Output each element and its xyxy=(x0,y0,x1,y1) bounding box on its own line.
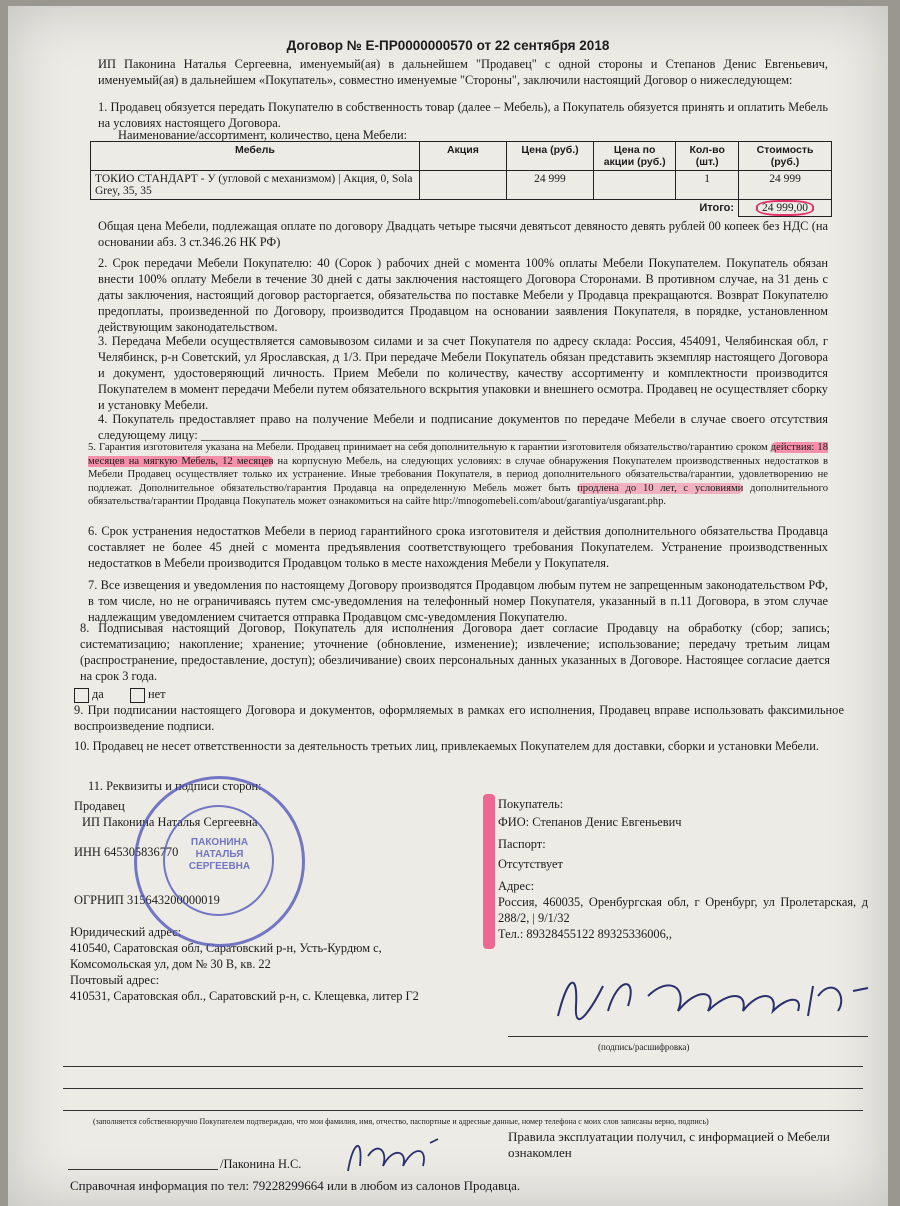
seller-ogrnip: ОГРНИП 315643200000019 xyxy=(74,893,220,907)
fill-line-1 xyxy=(63,1066,863,1067)
buyer-passport-label: Паспорт: xyxy=(498,837,546,851)
col-header-promo: Акция xyxy=(419,142,506,171)
seller-legal-address: 410540, Саратовская обл, Саратовский р-н, Усть-Курдюм с, Комсомольская ул, дом № 30 В, кв. 22 xyxy=(70,941,382,971)
seller-stamp xyxy=(134,776,305,947)
furniture-table xyxy=(90,141,832,217)
intro-paragraph: ИП Паконина Наталья Сергеевна, именуемый(ая) в дальнейшем "Продавец" с одной стороны и Степанов Денис Евгеньевич, именуемый(ая) в дальнейшем «Покупатель», совместно именуемые "Стороны", заключили настоящий Договор о нижеследующем: xyxy=(98,57,828,87)
col-header-cost: Стоимость (руб.) xyxy=(739,142,832,171)
total-label: Итого: xyxy=(699,202,735,214)
cell-price: 24 999 xyxy=(506,171,593,200)
clause-4: 4. Покупатель предоставляет право на получение Мебели и подписание документов по передаче Мебели в случае своего отсутствия следующему лицу: ___________________________________________________________ xyxy=(98,412,828,442)
clause-2: 2. Срок передачи Мебели Покупателю: 40 (Сорок ) рабочих дней с момента 100% оплаты Мебели Покупателем. Покупатель обязан внести 100% оплату Мебели в течение 30 дней с даты заключения настоящего Договора Сторонами. В противном случае, на 31 день с даты заключения, настоящий договор расторгается, обязательства по поставке Мебели у Продавца прекращаются. Возврат Покупателю предоплаты, произведенной по Договору, производится Продавцом на основании заявления Покупателя, в порядке, установленном действующим законодательством. xyxy=(98,256,828,334)
clause-8: 8. Подписывая настоящий Договор, Покупатель для исполнения Договора дает согласие Продавцу на обработку (сбор; запись; систематизацию; накопление; хранение; уточнение (обновление, изменение); извлечение; использование; передачу третьим лицам (распространение, предоставление, доступ); обезличивание) своих персональных данных указанных в Договоре. Настоящее согласие дается на срок 3 года. xyxy=(80,621,830,683)
clause-5-highlight: действия: 18 месяцев на мягкую Мебель, 12 месяцев xyxy=(88,442,828,467)
stamp-text: ПАКОНИНА НАТАЛЬЯ СЕРГЕЕВНА xyxy=(188,837,251,872)
seller-signature xyxy=(338,1131,448,1176)
buyer-signature xyxy=(548,966,878,1026)
seller-sign-name: /Паконина Н.С. xyxy=(220,1157,302,1171)
contract-title: Договор № Е-ПР0000000570 от 22 сентября 2018 xyxy=(286,38,610,53)
total-text: Общая цена Мебели, подлежащая оплате по договору Двадцать четыре тысячи девятьсот девяносто девять рублей 00 копеек без НДС (на основании абз. 3 ст.346.26 НК РФ) xyxy=(98,219,828,249)
buyer-address: Россия, 460035, Оренбургская обл, г Оренбург, ул Пролетарская, д 288/2, | 9/1/32 xyxy=(498,895,868,925)
seller-name: ИП Паконина Наталья Сергеевна xyxy=(82,815,258,829)
signature-line xyxy=(508,1036,868,1037)
table-header-row xyxy=(91,142,832,171)
cell-furniture: ТОКИО СТАНДАРТ - У (угловой с механизмом) | Акция, 0, Sola Grey, 35, 35 xyxy=(91,171,420,200)
clause-5-part-b: на корпусную Мебель, на следующих условиях: в случае обнаружения Покупателем производственных недостатков в Мебели Продавец осуществляет только их устранение. Иные требования Покупателя, в период дополнительного обязательства/гарантии, удовлетворению не подлежат. Дополнительное обязательство/гарантия Продавца на определенную Мебель может быть xyxy=(88,455,828,494)
table-caption: Наименование/ассортимент, количество, цена Мебели: xyxy=(118,128,408,142)
table-total-row xyxy=(91,200,832,217)
total-value: 24 999,00 xyxy=(756,200,814,216)
clause-9: 9. При подписании настоящего Договора и документов, оформляемых в рамках его исполнения, Продавец вправе использовать факсимильное воспроизведение подписи. xyxy=(74,703,844,733)
buyer-signature-drawing xyxy=(548,966,878,1026)
highlight-marker xyxy=(483,794,495,949)
consent-no-checkbox[interactable] xyxy=(130,688,145,703)
clause-5-part-a: 5. Гарантия изготовителя указана на Мебели. Продавец принимает на себя дополнительную к гарантии изготовителя обязательство/гарантию сроком xyxy=(88,442,771,453)
clause-1: 1. Продавец обязуется передать Покупателю в собственность товар (далее – Мебель), а Покупатель обязуется принять и оплатить Мебель на условиях настоящего Договора. xyxy=(98,100,828,130)
cell-promo-price xyxy=(594,171,676,200)
seller-postal-label: Почтовый адрес: xyxy=(70,973,160,987)
col-header-promo-price: Цена по акции (руб.) xyxy=(594,142,676,171)
buyer-passport-value: Отсутствует xyxy=(498,857,563,871)
consent-yes-checkbox[interactable] xyxy=(74,688,89,703)
cell-cost: 24 999 xyxy=(739,171,832,200)
consent-yes-label: да xyxy=(92,687,104,701)
consent-options xyxy=(74,686,274,703)
total-cell xyxy=(739,200,832,217)
col-header-qty: Кол-во (шт.) xyxy=(676,142,739,171)
cell-qty: 1 xyxy=(676,171,739,200)
fill-note: (заполняется собственноручно Покупателем подтверждаю, что мои фамилия, имя, отчество, паспортные и адресные данные, номер телефона с моих слов записаны верно, подпись) xyxy=(93,1117,709,1126)
rules-text: Правила эксплуатации получил, с информацией о Мебели ознакомлен xyxy=(508,1129,830,1160)
clause-11: 11. Реквизиты и подписи сторон: xyxy=(88,779,262,793)
seller-legal-label: Юридический адрес: xyxy=(70,925,182,939)
seller-label: Продавец xyxy=(74,799,125,813)
clause-10: 10. Продавец не несет ответственности за деятельность третьих лиц, привлекаемых Покупателем для доставки, сборки и установки Мебели. xyxy=(74,739,819,753)
seller-postal-address: 410531, Саратовская обл., Саратовский р-н, с. Клещевка, литер Г2 xyxy=(70,989,419,1003)
seller-sign-line xyxy=(68,1169,218,1170)
col-header-furniture: Мебель xyxy=(91,142,420,171)
table-row xyxy=(91,171,832,200)
fill-line-2 xyxy=(63,1088,863,1089)
clause-7: 7. Все извещения и уведомления по настоящему Договору производятся Продавцом любым путем не запрещенным законодательством РФ, в том числе, но не ограничиваясь путем смс-уведомления на телефонный номер Покупателя, указанный в п.11 Договора, в этом случае надлежащим уведомлением считается отправка Продавцом смс-уведомления Покупателю. xyxy=(88,578,828,624)
consent-no-label: нет xyxy=(148,687,166,701)
cell-promo xyxy=(419,171,506,200)
clause-5-highlight-2: продлена до 10 лет, с условиями xyxy=(577,482,744,494)
clause-3: 3. Передача Мебели осуществляется самовывозом силами и за счет Покупателя по адресу склада: Россия, 454091, Челябинская обл, г Челябинск, р-н Советский, ул Ярославская, д 1/3. При передаче Мебели Покупатель обязан представить экземпляр настоящего Договора и документ, удостоверяющий личность. Прием Мебели по количеству, качеству ассортименту и комплектности производится Покупателем в момент передачи Мебели путем обязательного вскрытия упаковки и внешнего осмотра. Продавец не осуществляет сборку и установку Мебели. xyxy=(98,334,828,412)
buyer-address-label: Адрес: xyxy=(498,879,535,893)
contract-page xyxy=(8,6,888,1206)
help-text: Справочная информация по тел: 79228299664 или в любом из салонов Продавца. xyxy=(70,1178,521,1193)
seller-inn: ИНН 645305836770 xyxy=(74,845,179,859)
buyer-fio: ФИО: Степанов Денис Евгеньевич xyxy=(498,815,682,829)
clause-5 xyxy=(88,441,828,509)
buyer-label: Покупатель: xyxy=(498,797,564,811)
signature-caption: (подпись/расшифровка) xyxy=(598,1042,690,1052)
col-header-price: Цена (руб.) xyxy=(506,142,593,171)
clause-6: 6. Срок устранения недостатков Мебели в период гарантийного срока изготовителя и действия дополнительного обязательства Продавца составляет не более 45 дней с момента предъявления соответствующего требования Покупателем. Устранение производственных недостатков в Мебели производится Продавцом только в месте нахождения Мебели у Покупателя. xyxy=(88,524,828,570)
clause-5-part-c: дополнительного обязательства/гарантии Продавца Покупатель может ознакомиться на сайте http://mnogomebeli.com/about/garantiya/usgarant.php. xyxy=(88,482,828,507)
buyer-phone: Тел.: 89328455122 89325336006,, xyxy=(498,927,673,941)
buyer-block xyxy=(498,796,868,942)
seller-signature-drawing xyxy=(338,1131,448,1176)
fill-line-3 xyxy=(63,1110,863,1111)
